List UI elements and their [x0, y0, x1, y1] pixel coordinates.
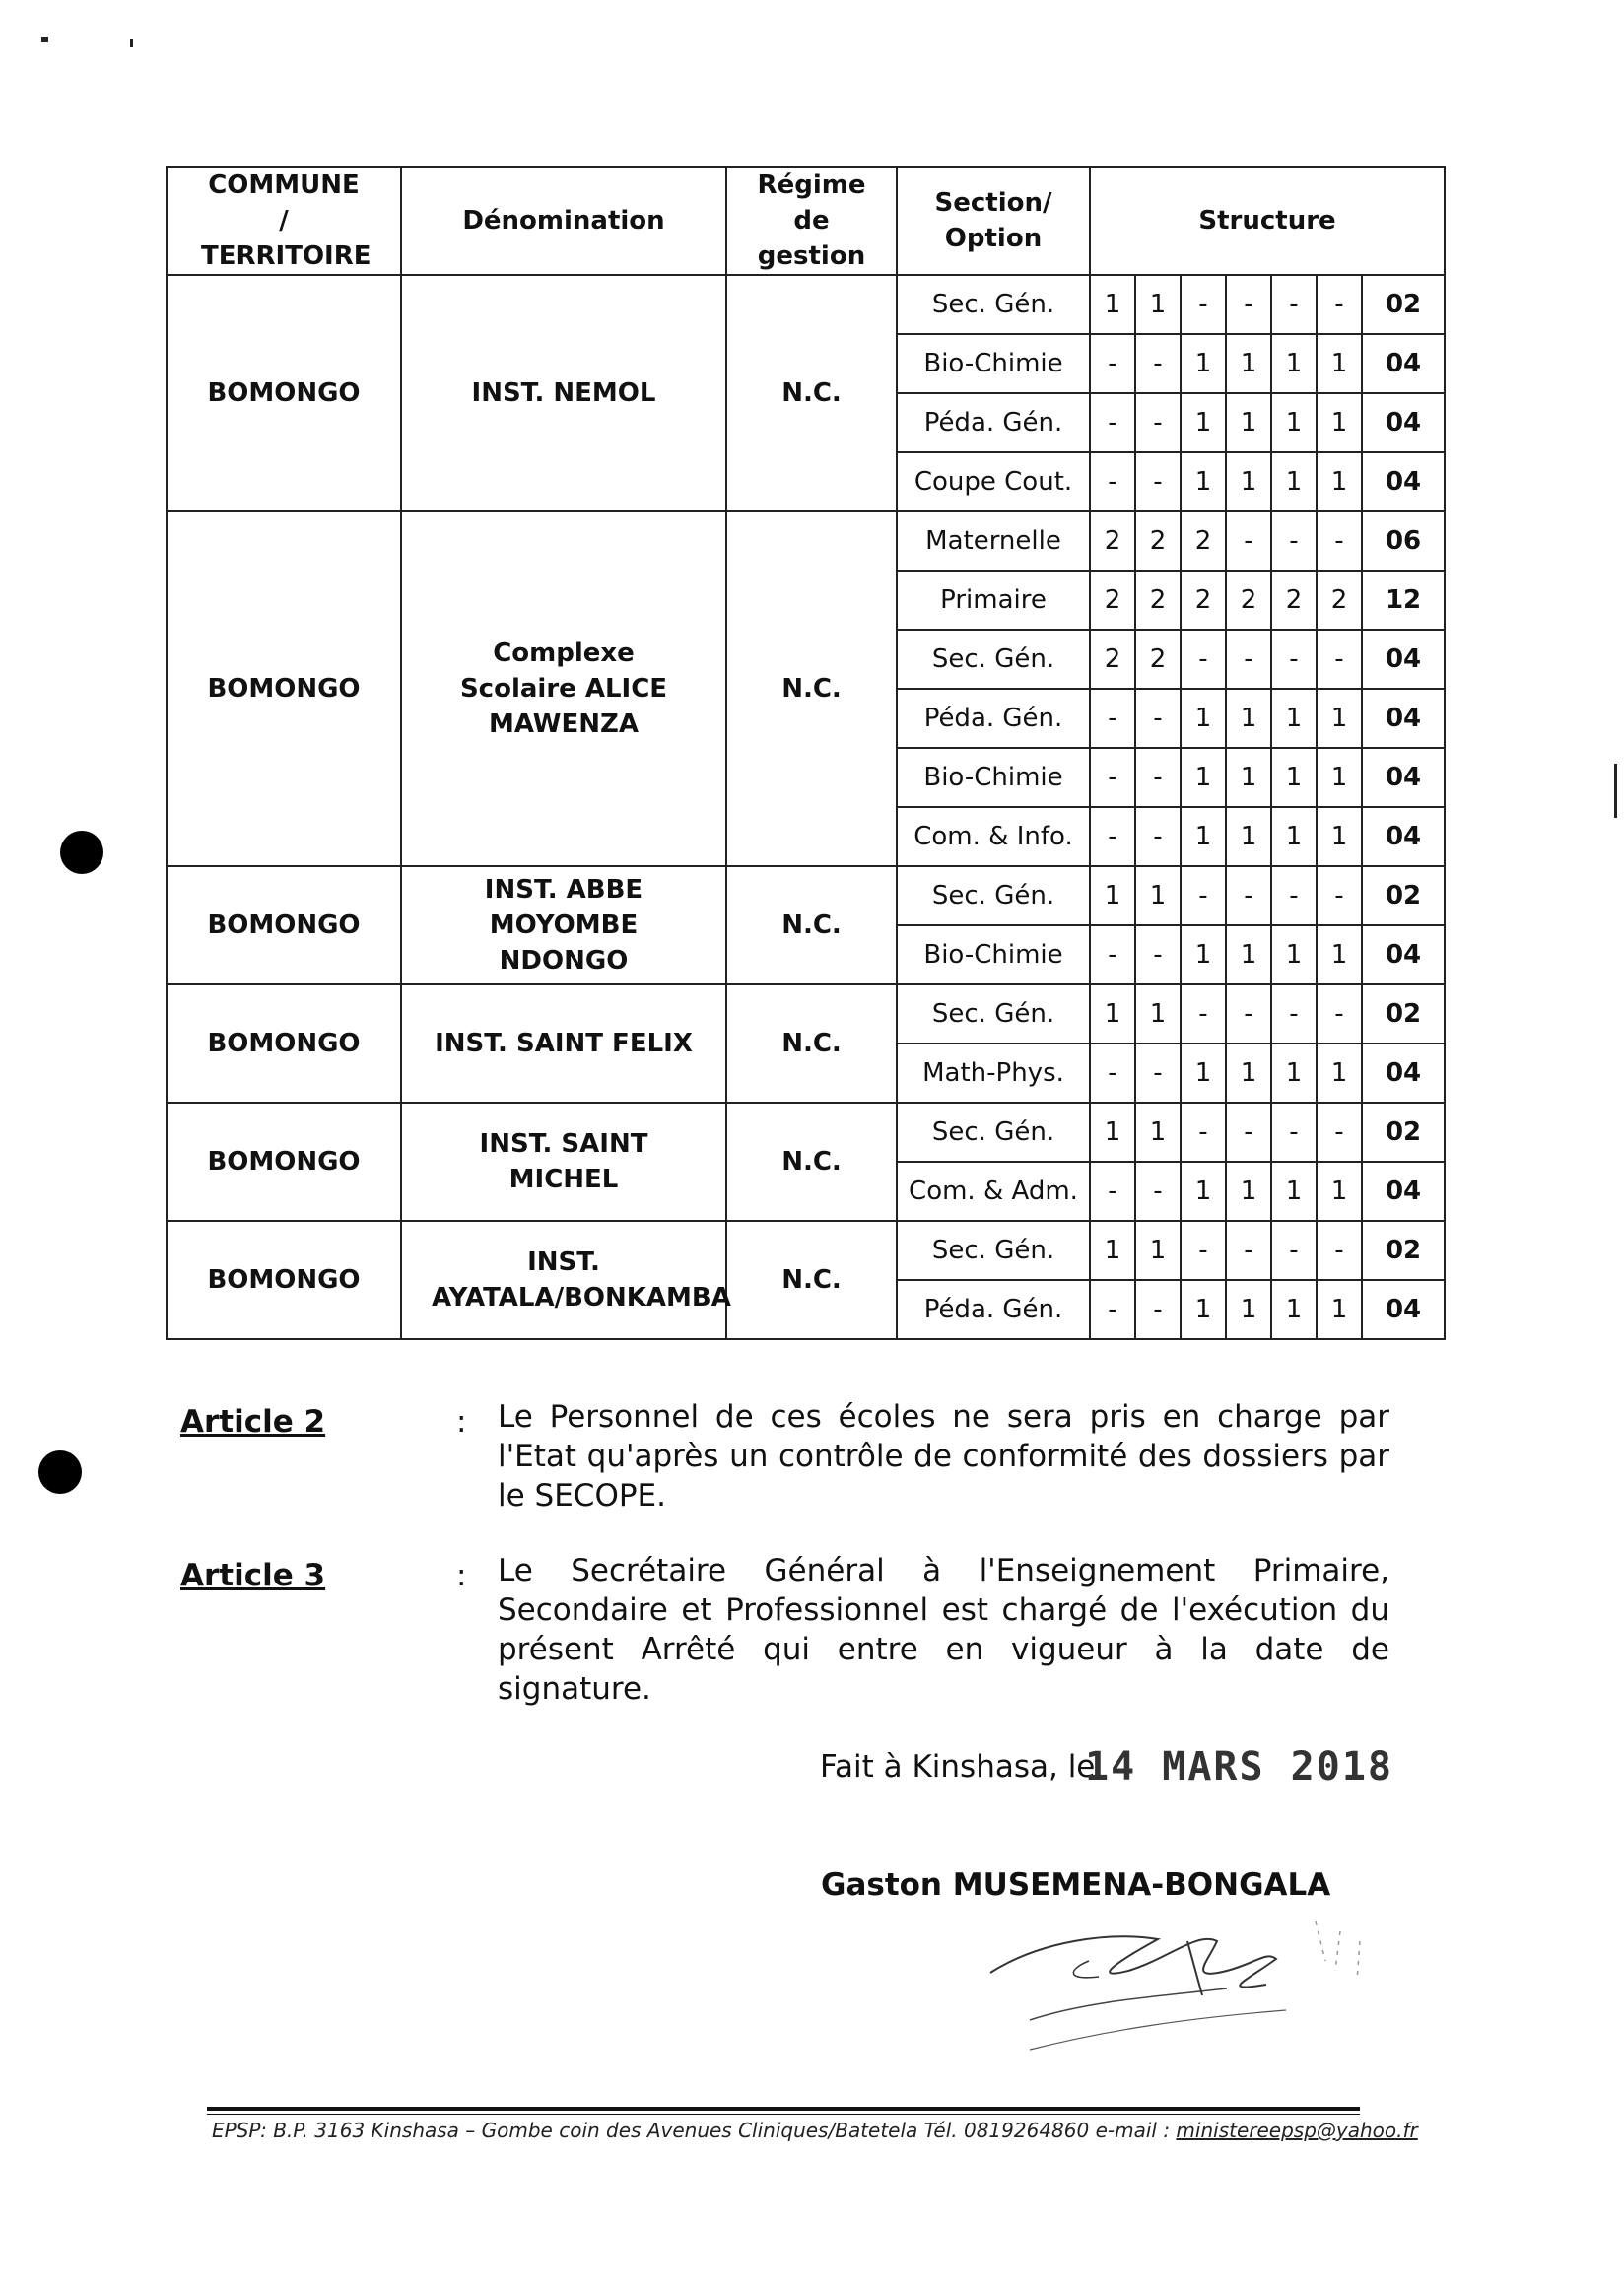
structure-cell: 1 [1226, 689, 1271, 748]
total-cell: 02 [1362, 866, 1445, 925]
structure-cell: - [1135, 748, 1181, 807]
section-cell: Bio-Chimie [897, 748, 1090, 807]
structure-cell: - [1271, 630, 1317, 689]
total-cell: 02 [1362, 1221, 1445, 1280]
total-cell: 12 [1362, 571, 1445, 630]
structure-cell: 1 [1271, 689, 1317, 748]
section-cell: Com. & Info. [897, 807, 1090, 866]
structure-cell: 1 [1090, 1103, 1135, 1162]
structure-cell: 1 [1317, 689, 1362, 748]
structure-cell: - [1135, 334, 1181, 393]
structure-cell: 1 [1226, 925, 1271, 984]
commune-cell: BOMONGO [167, 511, 401, 866]
structure-cell: - [1317, 1103, 1362, 1162]
total-cell: 04 [1362, 452, 1445, 511]
commune-cell: BOMONGO [167, 866, 401, 984]
total-cell: 02 [1362, 984, 1445, 1044]
structure-cell: 1 [1317, 1162, 1362, 1221]
structure-cell: - [1317, 866, 1362, 925]
structure-cell: 1 [1226, 452, 1271, 511]
structure-cell: 1 [1271, 1280, 1317, 1339]
structure-cell: 2 [1090, 571, 1135, 630]
structure-cell: 1 [1317, 393, 1362, 452]
structure-cell: - [1090, 334, 1135, 393]
structure-cell: 1 [1135, 275, 1181, 334]
section-cell: Bio-Chimie [897, 925, 1090, 984]
structure-cell: - [1271, 511, 1317, 571]
structure-cell: 1 [1181, 748, 1226, 807]
header-section: Section/ Option [897, 167, 1090, 275]
structure-cell: 1 [1317, 807, 1362, 866]
total-cell: 04 [1362, 630, 1445, 689]
structure-cell: 1 [1181, 1044, 1226, 1103]
commune-cell: BOMONGO [167, 1221, 401, 1339]
structure-cell: - [1181, 630, 1226, 689]
footer-email: ministereepsp@yahoo.fr [1176, 2119, 1418, 2142]
section-cell: Sec. Gén. [897, 1103, 1090, 1162]
regime-cell: N.C. [726, 984, 897, 1103]
date-stamp: 14 MARS 2018 [1085, 1744, 1393, 1789]
structure-cell: - [1317, 984, 1362, 1044]
structure-cell: 1 [1271, 1044, 1317, 1103]
structure-cell: 1 [1090, 984, 1135, 1044]
total-cell: 04 [1362, 334, 1445, 393]
structure-cell: 2 [1090, 511, 1135, 571]
structure-cell: - [1135, 925, 1181, 984]
structure-cell: - [1181, 1221, 1226, 1280]
structure-cell: - [1135, 807, 1181, 866]
structure-cell: - [1271, 984, 1317, 1044]
structure-cell: 1 [1135, 1221, 1181, 1280]
structure-cell: 1 [1181, 1162, 1226, 1221]
structure-cell: 1 [1271, 748, 1317, 807]
table-row [167, 275, 1445, 334]
structure-cell: 1 [1271, 1162, 1317, 1221]
regime-cell: N.C. [726, 866, 897, 984]
structure-cell: - [1090, 689, 1135, 748]
section-cell: Sec. Gén. [897, 1221, 1090, 1280]
structure-cell: 2 [1090, 630, 1135, 689]
total-cell: 04 [1362, 689, 1445, 748]
structure-cell: - [1135, 1162, 1181, 1221]
scan-speck [41, 37, 48, 42]
structure-cell: - [1181, 984, 1226, 1044]
header-regime: Régime de gestion [726, 167, 897, 275]
structure-cell: - [1317, 275, 1362, 334]
denomination-cell: INST. SAINT FELIX [401, 984, 726, 1103]
scan-edge-mark [1614, 764, 1617, 818]
total-cell: 04 [1362, 1162, 1445, 1221]
structure-cell: 1 [1135, 1103, 1181, 1162]
structure-cell: - [1181, 866, 1226, 925]
structure-cell: 2 [1317, 571, 1362, 630]
total-cell: 04 [1362, 748, 1445, 807]
structure-cell: - [1135, 393, 1181, 452]
structure-cell: - [1090, 1162, 1135, 1221]
schools-structure-table [166, 166, 1446, 1340]
structure-cell: - [1090, 452, 1135, 511]
structure-cell: 1 [1271, 393, 1317, 452]
structure-cell: 2 [1226, 571, 1271, 630]
structure-cell: 1 [1271, 807, 1317, 866]
section-cell: Math-Phys. [897, 1044, 1090, 1103]
structure-cell: 1 [1181, 334, 1226, 393]
section-cell: Péda. Gén. [897, 393, 1090, 452]
denomination-cell: INST. SAINT MICHEL [401, 1103, 726, 1221]
section-cell: Sec. Gén. [897, 984, 1090, 1044]
header-commune: COMMUNE / TERRITOIRE [167, 167, 401, 275]
structure-cell: - [1090, 748, 1135, 807]
total-cell: 02 [1362, 275, 1445, 334]
structure-cell: 1 [1090, 275, 1135, 334]
footer-rule-thin [207, 2114, 1360, 2115]
structure-cell: - [1226, 866, 1271, 925]
place-and-date-label: Fait à Kinshasa, le [820, 1749, 1096, 1785]
regime-cell: N.C. [726, 511, 897, 866]
structure-cell: - [1226, 984, 1271, 1044]
structure-cell: - [1090, 925, 1135, 984]
structure-cell: 2 [1271, 571, 1317, 630]
signer-name: Gaston MUSEMENA-BONGALA [821, 1867, 1331, 1903]
table-header-row [167, 167, 1445, 275]
table-row [167, 1221, 1445, 1280]
section-cell: Sec. Gén. [897, 630, 1090, 689]
structure-cell: - [1271, 275, 1317, 334]
structure-cell: 1 [1226, 748, 1271, 807]
structure-cell: - [1317, 630, 1362, 689]
structure-cell: 1 [1226, 393, 1271, 452]
denomination-cell: INST. NEMOL [401, 275, 726, 511]
commune-cell: BOMONGO [167, 984, 401, 1103]
table-body [167, 275, 1445, 1339]
structure-cell: - [1271, 866, 1317, 925]
total-cell: 02 [1362, 1103, 1445, 1162]
structure-cell: - [1135, 1044, 1181, 1103]
table-row [167, 511, 1445, 571]
structure-cell: - [1181, 275, 1226, 334]
section-cell: Sec. Gén. [897, 866, 1090, 925]
structure-cell: 1 [1317, 1280, 1362, 1339]
structure-cell: - [1135, 689, 1181, 748]
footer-address [212, 2119, 1434, 2142]
section-cell: Coupe Cout. [897, 452, 1090, 511]
structure-cell: 1 [1090, 866, 1135, 925]
section-cell: Primaire [897, 571, 1090, 630]
structure-cell: 1 [1181, 452, 1226, 511]
structure-cell: - [1135, 452, 1181, 511]
section-cell: Maternelle [897, 511, 1090, 571]
table-row [167, 984, 1445, 1044]
structure-cell: 1 [1271, 925, 1317, 984]
structure-cell: 1 [1317, 748, 1362, 807]
structure-cell: - [1226, 1221, 1271, 1280]
structure-cell: 1 [1317, 925, 1362, 984]
structure-cell: 1 [1135, 984, 1181, 1044]
structure-cell: - [1181, 1103, 1226, 1162]
article-3-text: Le Secrétaire Général à l'Enseignement Primaire, Secondaire et Professionnel est chargé de l'exécution du présent Arrêté qui entre en vigueur à la date de signature. [498, 1553, 1389, 1707]
article-2-colon: : [456, 1404, 467, 1440]
structure-cell: 1 [1181, 1280, 1226, 1339]
article-3-colon: : [456, 1558, 467, 1593]
structure-cell: - [1226, 511, 1271, 571]
regime-cell: N.C. [726, 1103, 897, 1221]
commune-cell: BOMONGO [167, 1103, 401, 1221]
structure-cell: 1 [1226, 807, 1271, 866]
punch-hole [60, 831, 103, 874]
total-cell: 04 [1362, 393, 1445, 452]
structure-cell: 1 [1317, 1044, 1362, 1103]
scan-speck [130, 39, 133, 47]
header-denomination: Dénomination [401, 167, 726, 275]
structure-cell: 1 [1271, 452, 1317, 511]
commune-cell: BOMONGO [167, 275, 401, 511]
article-3-label: Article 3 [180, 1558, 326, 1593]
header-structure: Structure [1090, 167, 1445, 275]
structure-cell: 2 [1135, 511, 1181, 571]
footer-address-text: EPSP: B.P. 3163 Kinshasa – Gombe coin des Avenues Cliniques/Batetela Tél. 0819264860 e-mail : [212, 2119, 1177, 2142]
structure-cell: - [1135, 1280, 1181, 1339]
structure-cell: - [1226, 1103, 1271, 1162]
structure-cell: - [1317, 1221, 1362, 1280]
section-cell: Sec. Gén. [897, 275, 1090, 334]
structure-cell: - [1317, 511, 1362, 571]
punch-hole [38, 1450, 82, 1494]
section-cell: Com. & Adm. [897, 1162, 1090, 1221]
article-2-text: Le Personnel de ces écoles ne sera pris en charge par l'Etat qu'après un contrôle de conformité des dossiers par le SECOPE. [498, 1399, 1389, 1514]
structure-cell: - [1226, 630, 1271, 689]
total-cell: 06 [1362, 511, 1445, 571]
structure-cell: - [1090, 807, 1135, 866]
structure-cell: 2 [1135, 630, 1181, 689]
structure-cell: 1 [1317, 452, 1362, 511]
total-cell: 04 [1362, 1280, 1445, 1339]
structure-cell: 1 [1090, 1221, 1135, 1280]
section-cell: Péda. Gén. [897, 1280, 1090, 1339]
footer-rule-thick [207, 2107, 1360, 2111]
structure-cell: 2 [1181, 511, 1226, 571]
structure-cell: - [1090, 393, 1135, 452]
handwritten-signature [971, 1902, 1385, 2059]
structure-cell: 1 [1226, 1280, 1271, 1339]
article-2-label: Article 2 [180, 1404, 326, 1440]
regime-cell: N.C. [726, 275, 897, 511]
denomination-cell: INST. AYATALA/BONKAMBA [401, 1221, 726, 1339]
total-cell: 04 [1362, 1044, 1445, 1103]
denomination-cell: INST. ABBE MOYOMBE NDONGO [401, 866, 726, 984]
structure-cell: 1 [1317, 334, 1362, 393]
structure-cell: 1 [1226, 334, 1271, 393]
regime-cell: N.C. [726, 1221, 897, 1339]
structure-cell: 1 [1135, 866, 1181, 925]
table-row [167, 866, 1445, 925]
structure-cell: 1 [1181, 393, 1226, 452]
section-cell: Bio-Chimie [897, 334, 1090, 393]
structure-cell: 1 [1181, 807, 1226, 866]
structure-cell: 1 [1226, 1162, 1271, 1221]
structure-cell: - [1090, 1280, 1135, 1339]
structure-cell: - [1226, 275, 1271, 334]
table-row [167, 1103, 1445, 1162]
structure-cell: 1 [1181, 925, 1226, 984]
denomination-cell: Complexe Scolaire ALICE MAWENZA [401, 511, 726, 866]
structure-cell: - [1271, 1103, 1317, 1162]
structure-cell: 1 [1181, 689, 1226, 748]
structure-cell: 1 [1226, 1044, 1271, 1103]
total-cell: 04 [1362, 925, 1445, 984]
structure-cell: - [1090, 1044, 1135, 1103]
total-cell: 04 [1362, 807, 1445, 866]
structure-cell: 1 [1271, 334, 1317, 393]
structure-cell: 2 [1135, 571, 1181, 630]
structure-cell: 2 [1181, 571, 1226, 630]
section-cell: Péda. Gén. [897, 689, 1090, 748]
structure-cell: - [1271, 1221, 1317, 1280]
